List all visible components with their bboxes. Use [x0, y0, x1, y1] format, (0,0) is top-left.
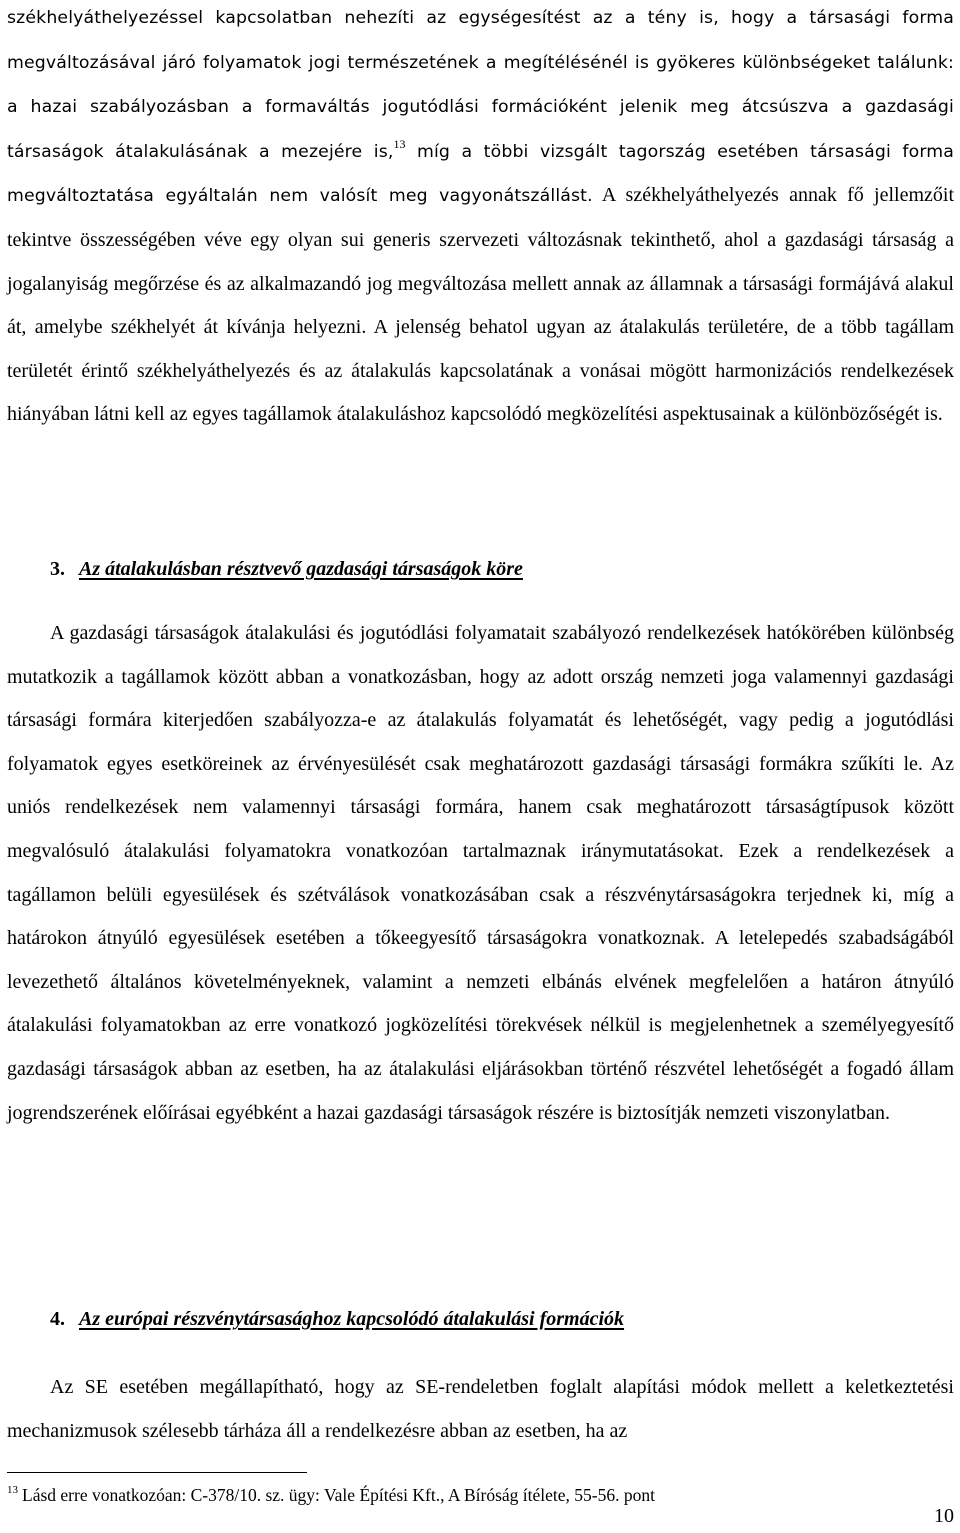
footnote-separator [7, 1472, 307, 1473]
section-4-number: 4. [50, 1308, 65, 1330]
paragraph-1 [7, 0, 954, 437]
section-4-heading [50, 1306, 624, 1332]
section-3-number: 3. [50, 558, 65, 580]
footnote-13 [7, 1482, 655, 1508]
paragraph-3: Az SE esetében megállapítható, hogy az SE-rendeletben foglalt alapítási módok mellett a keletkeztetési mechanizmusok szélesebb tárháza áll a rendelkezésre abban az esetben, ha az [7, 1376, 954, 1442]
paragraph-1-serif-text: A székhelyáthelyezés annak fő jellemzőit tekintve összességében véve egy olyan sui generis szervezeti változásnak tekinthető, ahol a gazdasági társaság a jogalanyiság megőrzése és az alkalmazandó jog megváltozása mellett annak az államnak a társasági formájává alakul át, amelybe székhelyét át kívánja helyezni. A jelenség behatol ugyan az átalakulás területére, de a több tagállam területét érintő székhelyáthelyezés és az átalakulás kapcsolatának a vonásai mögött harmonizációs rendelkezések hiányában látni kell az egyes tagállamok átalakuláshoz kapcsolódó megközelítési aspektusainak a különbözőségét is. [7, 184, 955, 426]
paragraph-2: A gazdasági társaságok átalakulási és jogutódlási folyamatait szabályozó rendelkezések hatókörében különbség mutatkozik a tagállamok között abban a vonatkozásban, hogy az adott ország nemzeti joga valamennyi gazdasági társasági formára kiterjedően szabályozza-e az átalakulás folyamatát és lehetőségét, vagy pedig a jogutódlási folyamatok egyes esetköreinek az érvényesülését csak meghatározott gazdasági társasági formákra szűkíti le. Az uniós rendelkezések nem valamennyi társasági formára, hanem csak meghatározott társaságtípusok között megvalósuló átalakulási folyamatokra vonatkozóan tartalmaznak iránymutatásokat. Ezek a rendelkezések a tagállamon belüli egyesülések és szétválások vonatkozásában csak a részvénytársaságokra terjednek ki, míg a határokon átnyúló egyesülések esetében a tőkeegyesítő társaságokra vonatkoznak. A letelepedés szabadságából levezethető általános követelményeknek, valamint a nemzeti elbánás elvének megfelelően a határon átnyúló átalakulási folyamatokban az erre vonatkozó jogközelítési törekvések nélkül is megjelenhetnek a személyegyesítő gazdasági társaságok abban az esetben, ha az átalakulási eljárásokban történő részvétel lehetőségét a fogadó állam jogrendszerének előírásai egyébként a hazai gazdasági társaságok részére is biztosítják nemzeti viszonylatban. [7, 622, 954, 1124]
footnote-number: 13 [7, 1484, 18, 1496]
section-3-title: Az átalakulásban résztvevő gazdasági társaságok köre [79, 558, 523, 580]
footnote-text: Lásd erre vonatkozóan: C-378/10. sz. ügy: Vale Építési Kft., A Bíróság ítélete, 55-56. pont [22, 1485, 655, 1505]
footnote-reference-13[interactable]: 13 [393, 136, 406, 151]
section-3-heading [50, 556, 523, 582]
page-number: 10 [934, 1505, 954, 1527]
paragraph-1-sans-text: székhelyáthelyezéssel kapcsolatban nehezíti az egységesítést az a tény is, hogy a társasági forma megváltozásával járó folyamatok jogi természetének a megítélésénél is gyökeres különbségeket találunk: a hazai szabályozásban a formaváltás jogutódlási formációként jelenik meg átcsúszva a gazdasági társaságok átalakulásának a mezejére is, [7, 8, 954, 162]
section-4-title: Az európai részvénytársasághoz kapcsolódó átalakulási formációk [79, 1308, 625, 1330]
paragraph-1-sans-text-after: míg a többi vizsgált tagország esetében társasági forma megváltoztatása egyáltalán nem valósít meg vagyonátszállást. [7, 141, 954, 207]
